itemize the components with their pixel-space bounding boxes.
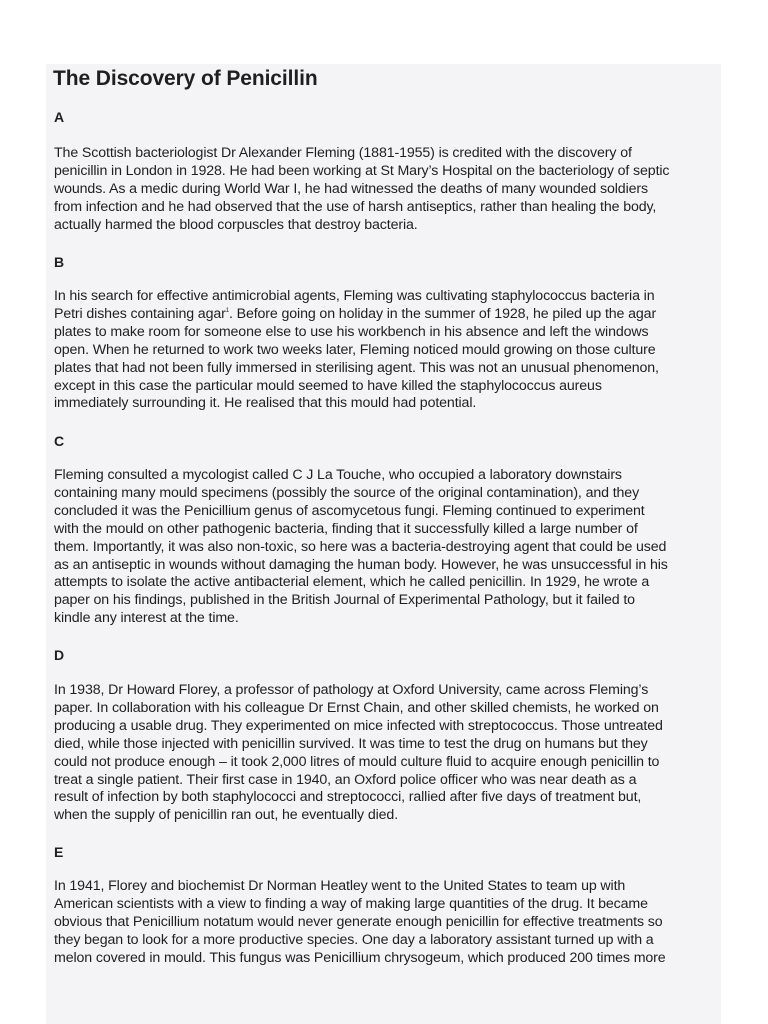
section-paragraph-d <box>54 682 721 825</box>
paragraph-line: could not produce enough – it took 2,000 litres of mould culture fluid to acquire enough penicillin to <box>54 753 660 770</box>
line-text: Petri dishes containing agar <box>54 305 226 322</box>
paragraph-line: penicillin in London in 1928. He had been working at St Mary’s Hospital on the bacteriology of septic <box>54 162 670 179</box>
paragraph-line: except in this case the particular mould seemed to have killed the staphylococcus aureus <box>54 377 602 394</box>
paragraph-line <box>54 306 721 324</box>
paragraph-line: concluded it was the Penicillium genus of ascomycetous fungi. Fleming continued to experiment <box>54 502 645 519</box>
paragraph-line: In 1941, Florey and biochemist Dr Norman Heatley went to the United States to team up with <box>54 878 626 894</box>
paragraph-line: kindle any interest at the time. <box>54 610 239 627</box>
paragraph-line: Fleming consulted a mycologist called C J La Touche, who occupied a laboratory downstairs <box>54 467 622 483</box>
paragraph-line: wounds. As a medic during World War I, he had witnessed the deaths of many wounded soldiers <box>54 180 648 197</box>
section-heading-b: B <box>54 254 65 270</box>
paragraph-line: with the mould on other pathogenic bacteria, finding that it successfully killed a large number of <box>54 520 638 537</box>
paragraph-line: treat a single patient. Their first case in 1940, an Oxford police officer who was near death as a <box>54 771 637 788</box>
paragraph-line: obvious that Penicillium notatum would never generate enough penicillin for effective treatments so <box>54 913 663 930</box>
section-paragraph-b <box>54 288 721 413</box>
paragraph-line: paper. In collaboration with his colleague Dr Ernst Chain, and other skilled chemists, he worked on <box>54 699 659 716</box>
paragraph-line: as an antiseptic in wounds without damaging the human body. However, he was unsuccessful in his <box>54 556 668 573</box>
section-heading-a: A <box>54 109 65 125</box>
paragraph-line: died, while those injected with penicillin survived. It was time to test the drug on humans but they <box>54 735 648 752</box>
paragraph-line: open. When he returned to work two weeks later, Fleming noticed mould growing on those culture <box>54 341 656 358</box>
section-paragraph-c <box>54 467 721 628</box>
section-paragraph-a <box>54 145 721 235</box>
paragraph-line: from infection and he had observed that the use of harsh antiseptics, rather than healing the body, <box>54 198 657 215</box>
paragraph-line: actually harmed the blood corpuscles that destroy bacteria. <box>54 216 418 233</box>
paragraph-line: attempts to isolate the active antibacterial element, which he called penicillin. In 1929, he wrote a <box>54 574 650 591</box>
paragraph-line: American scientists with a view to finding a way of making large quantities of the drug. It became <box>54 895 648 912</box>
document-title: The Discovery of Penicillin <box>53 67 318 90</box>
paragraph-line: when the supply of penicillin ran out, he eventually died. <box>54 807 399 824</box>
paragraph-line: result of infection by both staphylococci and streptococci, rallied after five days of treatment but, <box>54 789 642 806</box>
paragraph-line: they began to look for a more productive species. One day a laboratory assistant turned up with a <box>54 931 654 948</box>
paragraph-line: The Scottish bacteriologist Dr Alexander Fleming (1881-1955) is credited with the discovery of <box>54 145 632 161</box>
paragraph-line: plates that had not been fully immersed in sterilising agent. This was not an unusual phenomenon, <box>54 359 659 376</box>
paragraph-line: containing many mould specimens (possibly the source of the original contamination), and they <box>54 484 640 501</box>
section-heading-e: E <box>54 844 64 860</box>
document-page <box>46 64 721 1024</box>
section-paragraph-e <box>54 878 721 968</box>
line-text: . Before going on holiday in the summer of 1928, he piled up the agar <box>228 305 657 322</box>
paragraph-line: In 1938, Dr Howard Florey, a professor of pathology at Oxford University, came across Fleming’s <box>54 682 649 698</box>
paragraph-line: plates to make room for someone else to use his workbench in his absence and left the windows <box>54 323 649 340</box>
paragraph-line: them. Importantly, it was also non-toxic, so here was a bacteria-destroying agent that could be used <box>54 538 667 555</box>
paragraph-line: In his search for effective antimicrobial agents, Fleming was cultivating staphylococcus bacteria in <box>54 288 655 304</box>
section-heading-c: C <box>54 433 65 449</box>
paragraph-line: producing a usable drug. They experimented on mice infected with streptococcus. Those untreated <box>54 717 663 734</box>
footnote-mark: 1 <box>225 307 229 314</box>
paragraph-line: paper on his findings, published in the British Journal of Experimental Pathology, but it failed to <box>54 592 635 609</box>
section-heading-d: D <box>54 647 65 663</box>
paragraph-line: immediately surrounding it. He realised that this mould had potential. <box>54 395 477 412</box>
paragraph-line: melon covered in mould. This fungus was Penicillium chrysogeum, which produced 200 times more <box>54 949 666 966</box>
